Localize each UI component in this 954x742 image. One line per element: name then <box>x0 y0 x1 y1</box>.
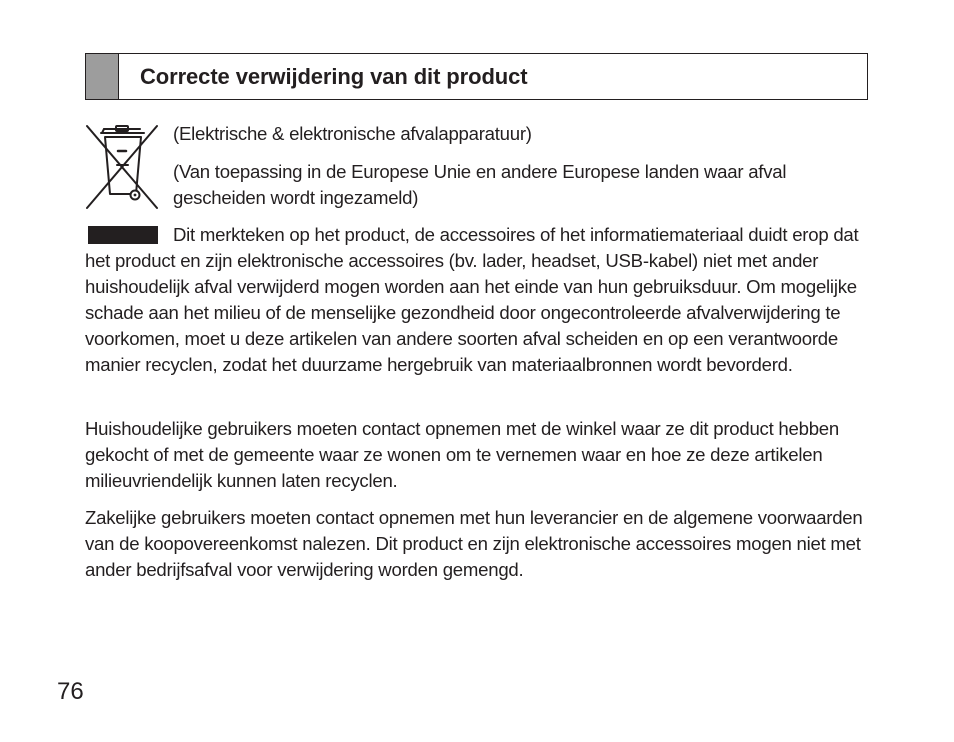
category-note: (Elektrische & elektronische afvalapparatuur) <box>173 123 532 144</box>
section-header <box>85 53 868 100</box>
section-title: Correcte verwijdering van dit product <box>140 64 528 89</box>
main-paragraph-text: Dit merkteken op het product, de accessoires of het informatiemateriaal duidt erop dat het product en zijn elektronische accessoires (bv. lader, headset, USB-kabel) niet met ander huishoudelijk afval verwijderd mogen worden aan het einde van hun gebruiksduur. Om mogelijke schade aan het milieu of de menselijke gezondheid door ongecontroleerde afvalverwijdering te voorkomen, moet u deze artikelen van andere soorten afval scheiden en op een verantwoorde manier recyclen, zodat het duurzame hergebruik van materiaalbronnen wordt bevorderd. <box>85 224 859 375</box>
black-bar-marker <box>88 226 158 244</box>
page-number: 76 <box>57 678 84 705</box>
crossed-out-wheelie-bin-icon <box>84 122 160 212</box>
header-accent-block <box>86 54 119 99</box>
business-paragraph: Zakelijke gebruikers moeten contact opnemen met hun leverancier en de algemene voorwaarden van de koopovereenkomst nalezen. Dit product en zijn elektronische accessoires mogen niet met ander bedrijfsafval voor verwijdering worden gemengd. <box>85 507 863 580</box>
household-paragraph: Huishoudelijke gebruikers moeten contact opnemen met de winkel waar ze dit product hebben gekocht of met de gemeente waar ze wonen om te vernemen waar en hoe ze deze artikelen milieuvriendelijk kunnen laten recyclen. <box>85 418 839 491</box>
scope-note: (Van toepassing in de Europese Unie en andere Europese landen waar afval gescheiden wordt ingezameld) <box>173 161 787 208</box>
main-paragraph <box>85 222 875 378</box>
